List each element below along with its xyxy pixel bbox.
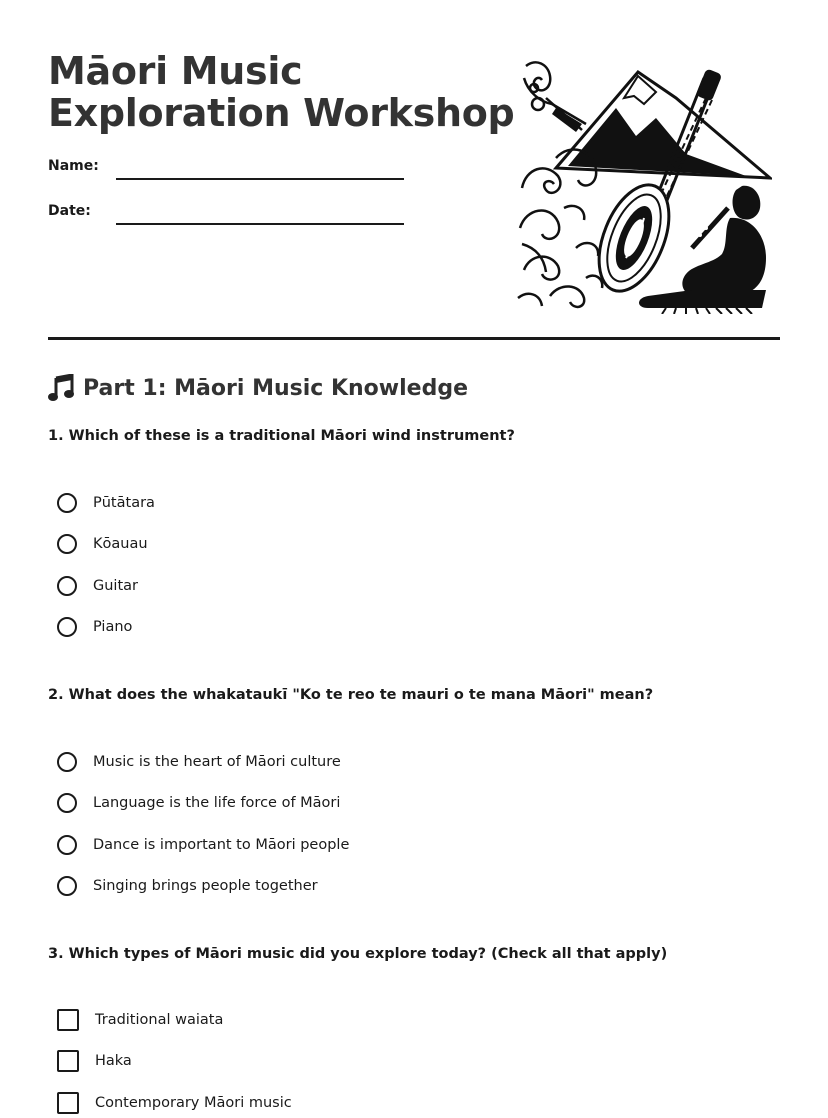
q3-option-contemporary[interactable] xyxy=(57,1090,292,1116)
q2-option-4[interactable] xyxy=(57,873,318,899)
option-label: Singing brings people together xyxy=(93,878,318,894)
q3-option-haka[interactable] xyxy=(57,1048,132,1074)
date-input-line[interactable] xyxy=(116,223,404,225)
radio-button[interactable] xyxy=(57,793,77,813)
date-field[interactable] xyxy=(48,203,404,219)
option-label: Language is the life force of Māori xyxy=(93,795,341,811)
q2-option-2[interactable] xyxy=(57,790,340,816)
date-label: Date: xyxy=(48,203,91,219)
name-label: Name: xyxy=(48,158,99,174)
question-1: 1. Which of these is a traditional Māori wind instrument? xyxy=(48,428,515,444)
radio-button[interactable] xyxy=(57,617,77,637)
checkbox[interactable] xyxy=(57,1050,79,1072)
option-label: Pūtātara xyxy=(93,495,155,511)
title-line-2: Exploration Workshop xyxy=(48,91,515,135)
option-label: Guitar xyxy=(93,578,138,594)
radio-button[interactable] xyxy=(57,493,77,513)
option-label: Dance is important to Māori people xyxy=(93,837,350,853)
radio-button[interactable] xyxy=(57,752,77,772)
q1-option-piano[interactable] xyxy=(57,614,132,640)
q2-option-1[interactable] xyxy=(57,749,341,775)
option-label: Contemporary Māori music xyxy=(95,1095,292,1111)
checkbox[interactable] xyxy=(57,1092,79,1114)
option-label: Piano xyxy=(93,619,133,635)
q3-option-waiata[interactable] xyxy=(57,1007,223,1033)
header-divider xyxy=(48,337,780,340)
question-2: 2. What does the whakataukī "Ko te reo te mauri o te mana Māori" mean? xyxy=(48,687,654,703)
option-label: Haka xyxy=(95,1053,132,1069)
question-3: 3. Which types of Māori music did you explore today? (Check all that apply) xyxy=(48,946,668,962)
option-label: Kōauau xyxy=(93,536,148,552)
q1-option-koauau[interactable] xyxy=(57,531,148,557)
name-field[interactable] xyxy=(48,158,404,174)
radio-button[interactable] xyxy=(57,876,77,896)
checkbox[interactable] xyxy=(57,1009,79,1031)
section-title-part1 xyxy=(48,374,468,402)
radio-button[interactable] xyxy=(57,534,77,554)
music-note-icon xyxy=(48,374,74,402)
option-label: Music is the heart of Māori culture xyxy=(93,754,341,770)
radio-button[interactable] xyxy=(57,576,77,596)
radio-button[interactable] xyxy=(57,835,77,855)
option-label: Traditional waiata xyxy=(95,1012,224,1028)
name-input-line[interactable] xyxy=(116,178,404,180)
title-line-1: Māori Music xyxy=(48,49,303,93)
section-title-text: Part 1: Māori Music Knowledge xyxy=(83,375,468,401)
page-title xyxy=(48,50,514,134)
q2-option-3[interactable] xyxy=(57,832,349,858)
q1-option-guitar[interactable] xyxy=(57,573,138,599)
q1-option-putatara[interactable] xyxy=(57,490,155,516)
maori-instruments-illustration xyxy=(516,58,772,314)
